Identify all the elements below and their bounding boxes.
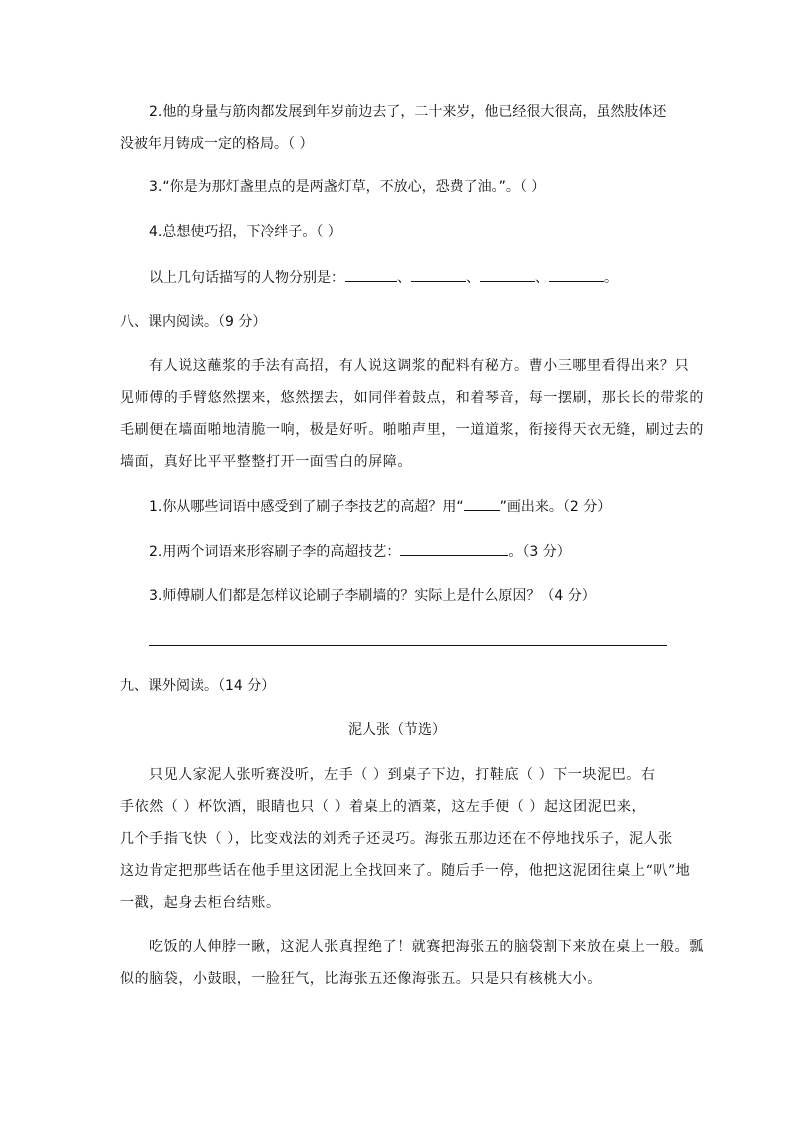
passage-line: 有人说这蘸浆的手法有高招，有人说这调浆的配料有秘方。曹小三哪里看得出来？只 bbox=[149, 358, 690, 374]
end-mark: 。 bbox=[604, 270, 618, 286]
passage-line: 几个手指飞快（ ），比变戏法的刘秃子还灵巧。海张五那边还在不停地找乐子，泥人张 bbox=[120, 831, 673, 847]
passage-line: 这边肯定把那些话在他手里这团泥上全找回来了。随后手一停，他把这泥团往桌上“叭”地 bbox=[120, 863, 691, 879]
passage-line: 一戳，起身去柜台结账。 bbox=[120, 895, 281, 911]
summary-prefix: 以上几句话描写的人物分别是： bbox=[149, 270, 345, 286]
passage-line: 毛刷便在墙面啪地清脆一响，极是好听。啪啪声里，一道道浆，衔接得天衣无缝，刷过去的 bbox=[120, 422, 704, 438]
passage-line: 似的脑袋，小鼓眼，一脸狂气，比海张五还像海张五。只是只有核桃大小。 bbox=[120, 971, 602, 987]
question-8-2 bbox=[149, 541, 571, 562]
answer-line[interactable] bbox=[149, 645, 667, 646]
question-8-2-suffix: 。（3 分） bbox=[508, 544, 571, 560]
answer-blank-2[interactable] bbox=[411, 267, 466, 282]
passage-title: 泥人张（节选） bbox=[348, 722, 446, 738]
question-7-4: 4.总想使巧招，下冷绊子。（ ） bbox=[149, 224, 342, 240]
answer-blank-1[interactable] bbox=[345, 267, 397, 282]
separator: 、 bbox=[397, 270, 411, 286]
question-7-2-line2: 没被年月铸成一定的格局。（ ） bbox=[120, 136, 314, 152]
question-8-3: 3.师傅刷人们都是怎样议论刷子李刷墙的？实际上是什么原因？（4 分） bbox=[149, 588, 596, 604]
passage-line: 墙面，真好比平平整整打开一面雪白的屏障。 bbox=[120, 454, 412, 470]
question-7-2-line1: 2.他的身量与筋肉都发展到年岁前边去了，二十来岁，他已经很大很高，虽然肢体还 bbox=[149, 104, 667, 120]
separator: 、 bbox=[466, 270, 480, 286]
underline-sample bbox=[464, 496, 500, 511]
passage-line: 只见人家泥人张听赛没听，左手（ ）到桌子下边，打鞋底（ ）下一块泥巴。右 bbox=[149, 767, 656, 783]
answer-blank[interactable] bbox=[400, 541, 508, 556]
question-7-3: 3.“你是为那灯盏里点的是两盏灯草，不放心，恐费了油。”。（ ） bbox=[149, 179, 546, 195]
answer-blank-4[interactable] bbox=[549, 267, 604, 282]
question-8-1 bbox=[149, 496, 611, 517]
section-8-heading: 八、课内阅读。（9 分） bbox=[120, 314, 267, 330]
answer-blank-3[interactable] bbox=[480, 267, 535, 282]
question-8-1-suffix: ”画出来。（2 分） bbox=[499, 499, 612, 515]
summary-question bbox=[149, 267, 618, 288]
section-9-heading: 九、课外阅读。（14 分） bbox=[120, 678, 276, 694]
passage-line: 见师傅的手臂悠然摆来，悠然摆去，如同伴着鼓点，和着琴音，每一摆刷，那长长的带浆的 bbox=[120, 390, 704, 406]
passage-line: 手依然（ ）杯饮酒，眼睛也只（ ）着桌上的酒菜，这左手便（ ）起这团泥巴来， bbox=[120, 799, 647, 815]
question-8-2-prefix: 2.用两个词语来形容刷子李的高超技艺： bbox=[149, 544, 401, 560]
question-8-1-prefix: 1.你从哪些词语中感受到了刷子李技艺的高超？用“ bbox=[149, 499, 464, 515]
passage-line: 吃饭的人伸脖一瞅，这泥人张真捏绝了！就赛把海张五的脑袋割下来放在桌上一般。瓢 bbox=[149, 939, 704, 955]
separator: 、 bbox=[535, 270, 549, 286]
